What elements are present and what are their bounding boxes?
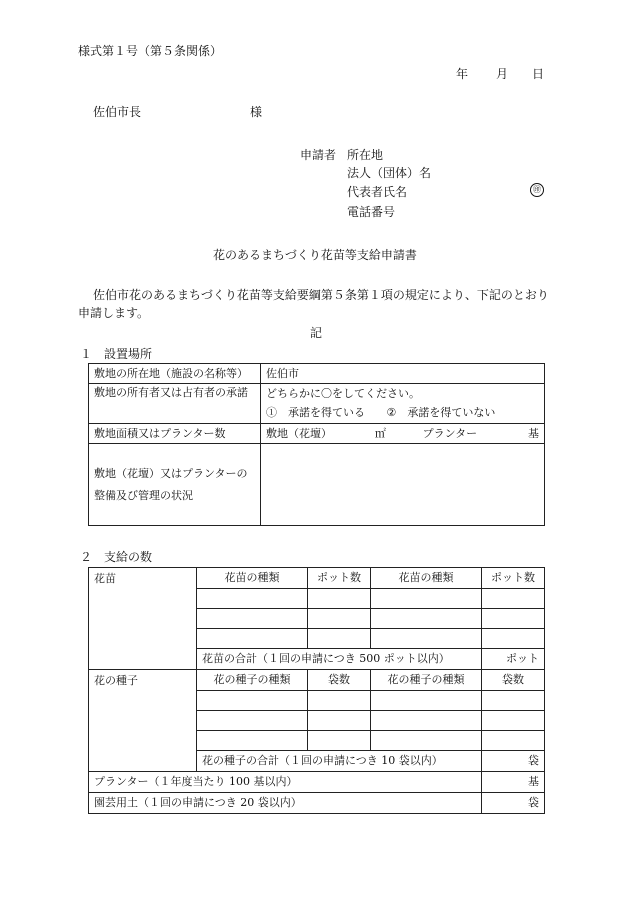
addressee-title: 佐伯市長 [93,105,142,119]
seedling-count-cell[interactable] [308,589,371,609]
seedling-type-cell[interactable] [371,629,482,649]
consent-option-obtained[interactable]: ① 承諾を得ている [266,406,365,419]
area-planter-unit: 基 [528,426,539,440]
maintenance-label-line2: 整備及び管理の状況 [94,488,193,502]
applicant-address-label: 所在地 [347,148,384,162]
document-title: 花のあるまちづくり花苗等支給申請書 [213,248,417,262]
seedling-type-cell[interactable] [371,589,482,609]
seedling-type-cell[interactable] [197,629,308,649]
seedling-count-cell[interactable] [308,629,371,649]
seeds-label: 花の種子 [89,670,197,772]
consent-option-not-obtained[interactable]: ② 承諾を得ていない [386,406,496,419]
date-month-label: 月 [496,67,509,81]
location-label: 敷地の所在地（施設の名称等） [89,364,261,384]
planter-label: プランター（１年度当たり 100 基以内） [89,772,482,793]
seed-type-cell[interactable] [197,711,308,731]
area-unit: ㎡ [374,426,386,440]
maintenance-input[interactable] [261,444,545,526]
applicant-phone-label: 電話番号 [347,205,396,219]
area-site-label: 敷地（花壇） [266,426,332,440]
seed-count-header-1: 袋数 [308,670,371,691]
section1-heading: １ 設置場所 [80,347,153,361]
note-label: 記 [310,326,323,340]
soil-unit: 袋 [482,793,545,814]
seedling-type-cell[interactable] [371,609,482,629]
seedling-type-header-1: 花苗の種類 [197,568,308,589]
seed-type-cell[interactable] [371,711,482,731]
seedling-total-unit: ポット [482,649,545,670]
seedling-type-header-2: 花苗の種類 [371,568,482,589]
seedling-count-cell[interactable] [482,629,545,649]
seed-total-unit: 袋 [482,751,545,772]
seed-type-cell[interactable] [371,731,482,751]
planter-unit: 基 [482,772,545,793]
location-value: 佐伯市 [261,364,545,384]
seedling-count-cell[interactable] [482,609,545,629]
seedling-type-cell[interactable] [197,589,308,609]
intro-line-1: 佐伯市花のあるまちづくり花苗等支給要綱第５条第１項の規定により、下記のとおり [93,288,549,302]
form-number: 様式第１号（第５条関係） [78,44,223,58]
date-day-label: 日 [532,67,545,81]
section2-heading: ２ 支給の数 [80,550,153,564]
supply-quantity-table [88,567,545,814]
seed-count-cell[interactable] [482,711,545,731]
seed-type-header-2: 花の種子の種類 [371,670,482,691]
seed-total-label: 花の種子の合計（１回の申請につき 10 袋以内） [197,751,482,772]
seed-count-header-2: 袋数 [482,670,545,691]
seedling-type-cell[interactable] [197,609,308,629]
intro-line-2: 申請します。 [78,306,150,320]
soil-label: 園芸用土（１回の申請につき 20 袋以内） [89,793,482,814]
date-year-label: 年 [456,67,469,81]
applicant-org-name-label: 法人（団体）名 [347,166,432,180]
seed-count-cell[interactable] [308,731,371,751]
seal-mark: ㊞ [530,183,544,197]
seed-type-cell[interactable] [197,691,308,711]
seed-count-cell[interactable] [308,711,371,731]
applicant-representative-label: 代表者氏名 [347,185,408,199]
seedling-count-cell[interactable] [308,609,371,629]
maintenance-label [89,444,261,526]
seedling-total-label: 花苗の合計（１回の申請につき 500 ポット以内） [197,649,482,670]
area-label: 敷地面積又はプランター数 [89,424,261,444]
seed-count-cell[interactable] [482,731,545,751]
installation-site-table [88,363,545,526]
maintenance-label-line1: 敷地（花壇）又はプランターの [94,466,248,480]
seedling-count-header-1: ポット数 [308,568,371,589]
owner-consent-instruction: どちらかに〇をしてください。 [266,387,420,400]
seedling-count-header-2: ポット数 [482,568,545,589]
seed-type-cell[interactable] [371,691,482,711]
addressee-honorific: 様 [250,105,263,119]
applicant-label: 申請者 [300,148,337,162]
seed-type-header-1: 花の種子の種類 [197,670,308,691]
seed-type-cell[interactable] [197,731,308,751]
owner-consent-label: 敷地の所有者又は占有者の承諾 [89,384,261,424]
area-planter-label: プランター [422,426,478,440]
seed-count-cell[interactable] [308,691,371,711]
seedlings-label: 花苗 [89,568,197,670]
seed-count-cell[interactable] [482,691,545,711]
seedling-count-cell[interactable] [482,589,545,609]
